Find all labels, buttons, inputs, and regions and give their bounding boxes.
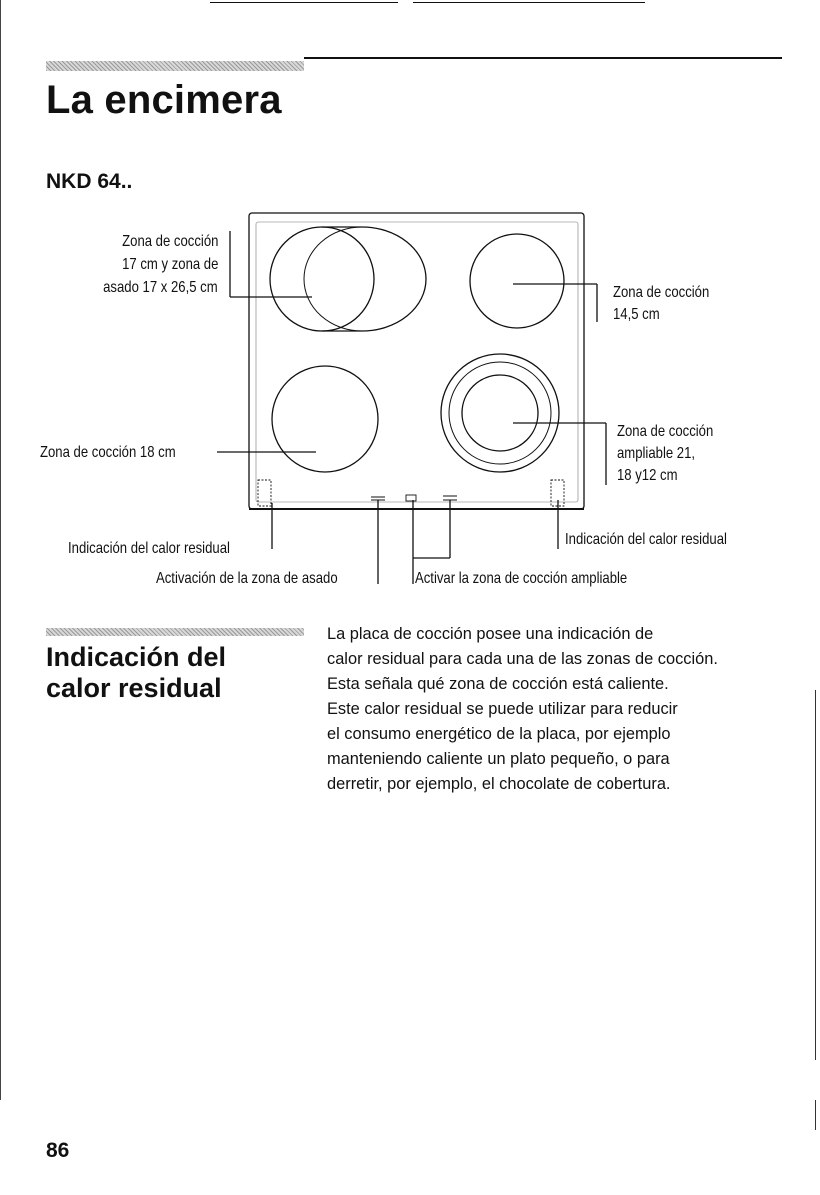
expandable-zone-inner xyxy=(462,375,538,451)
body-line: Esta señala qué zona de cocción está caliente. xyxy=(327,675,669,693)
body-line: el consumo energético de la placa, por ejemplo xyxy=(327,725,671,743)
right-margin-mark-2 xyxy=(815,1100,816,1130)
broiler-zone-circle xyxy=(270,227,374,331)
page-title: La encimera xyxy=(46,78,282,122)
zone-145-circle xyxy=(470,234,564,328)
model-heading: NKD 64.. xyxy=(46,170,133,193)
control-symbols xyxy=(371,495,457,501)
section-body xyxy=(327,622,797,797)
leader-lines xyxy=(217,231,606,584)
header-hatch-bar xyxy=(46,61,304,71)
body-line: calor residual para cada una de las zonas de cocción. xyxy=(327,650,718,668)
label-broiler-zone-2: 17 cm y zona de xyxy=(121,256,218,273)
body-line: La placa de cocción posee una indicación de xyxy=(327,625,654,643)
label-residual-heat-right: Indicación del calor residual xyxy=(565,531,727,548)
expandable-zone-middle xyxy=(449,362,551,464)
header-rule xyxy=(304,57,782,59)
label-residual-heat-left: Indicación del calor residual xyxy=(68,540,230,557)
page-number: 86 xyxy=(46,1139,70,1162)
label-expandable-activation: Activar la zona de cocción ampliable xyxy=(415,570,628,587)
body-line: manteniendo caliente un plato pequeño, o para xyxy=(327,750,670,768)
label-expandable-zone-1: Zona de cocción xyxy=(617,423,714,440)
label-expandable-zone-2: ampliable 21, xyxy=(617,445,696,462)
label-expandable-zone-3: 18 y12 cm xyxy=(617,467,678,484)
body-line: Este calor residual se puede utilizar para reducir xyxy=(327,700,678,718)
top-rule-left xyxy=(210,2,398,3)
top-rule-right xyxy=(413,2,645,3)
label-broiler-activation: Activación de la zona de asado xyxy=(156,570,338,587)
section-hatch-bar xyxy=(46,628,304,636)
expandable-zone-outer xyxy=(441,354,559,472)
section-title xyxy=(46,642,306,704)
zone-18-circle xyxy=(272,366,378,472)
label-broiler-zone-1: Zona de cocción xyxy=(121,233,218,250)
label-zone-145-2: 14,5 cm xyxy=(613,306,660,323)
label-zone-145-1: Zona de cocción xyxy=(613,284,710,301)
right-margin-mark-1 xyxy=(815,690,816,1060)
section-title-line1: Indicación del xyxy=(46,642,227,672)
body-line: derretir, por ejemplo, el chocolate de cobertura. xyxy=(327,775,671,793)
section-title-line2: calor residual xyxy=(46,673,222,703)
label-zone-18: Zona de cocción 18 cm xyxy=(40,444,176,461)
label-broiler-zone-3: asado 17 x 26,5 cm xyxy=(103,279,218,296)
